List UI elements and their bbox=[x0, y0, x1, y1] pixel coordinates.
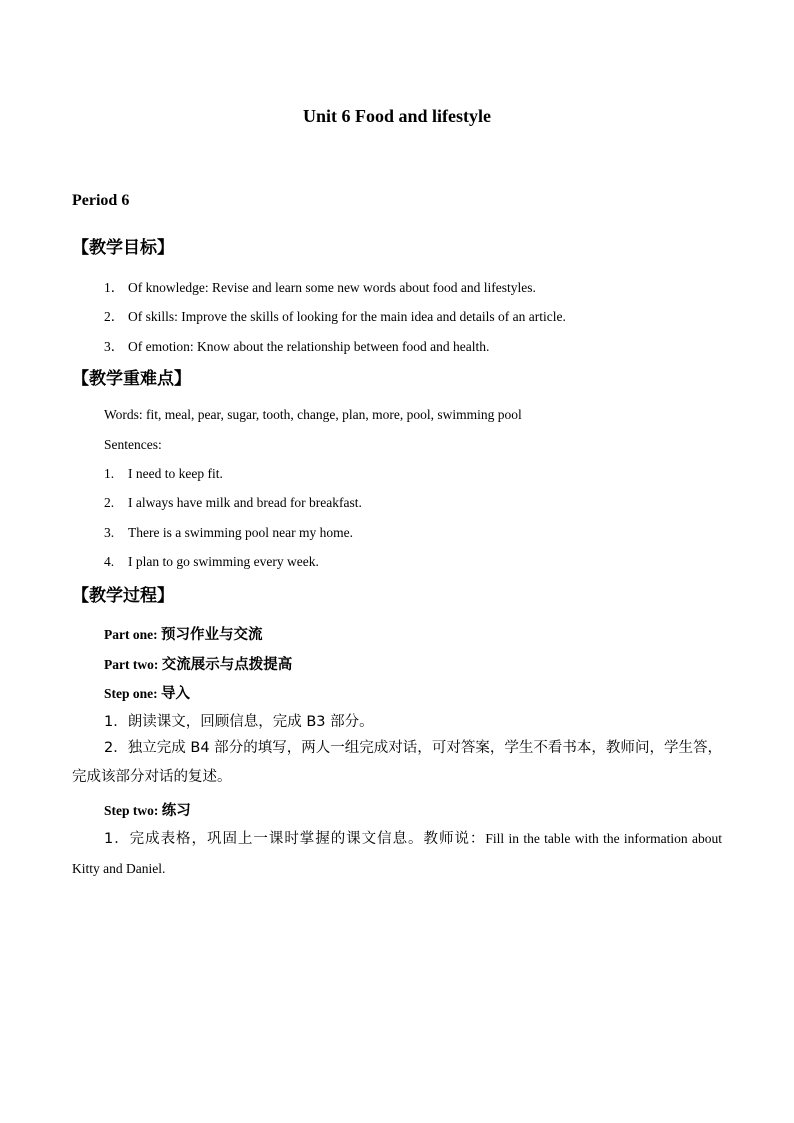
step-one-label: Step one: bbox=[104, 686, 158, 701]
objective-text: Of emotion: Know about the relationship between food and health. bbox=[128, 339, 490, 354]
objective-number: 1． bbox=[104, 280, 125, 295]
sentence-text: I need to keep fit. bbox=[128, 466, 223, 481]
step-two-paragraph-cn: 1．完成表格，巩固上一课时掌握的课文信息。教师说： bbox=[104, 831, 486, 847]
step-one-text: 导入 bbox=[161, 686, 190, 702]
heading-keypoints: 【教学重难点】 bbox=[72, 369, 191, 389]
part-two-label: Part two: bbox=[104, 657, 159, 672]
step-two-line bbox=[104, 799, 191, 820]
document-title: Unit 6 Food and lifestyle bbox=[302, 106, 491, 126]
step-two-text: 练习 bbox=[161, 803, 191, 819]
sentence-text: I always have milk and bread for breakfast. bbox=[128, 495, 362, 510]
objective-text: Of skills: Improve the skills of looking for the main idea and details of an article. bbox=[128, 309, 566, 324]
sentence-number: 1. bbox=[104, 466, 115, 481]
sentence-number: 2. bbox=[104, 495, 115, 510]
words-line: Words: fit, meal, pear, sugar, tooth, change, plan, more, pool, swimming pool bbox=[104, 407, 522, 422]
step-one-paragraph: 2．独立完成 B4 部分的填写，两人一组完成对话，可对答案，学生不看书本，教师问，学生答，完成该部分对话的复述。 bbox=[72, 740, 722, 785]
part-two-line bbox=[104, 653, 292, 674]
step-two-paragraph-en: Fill in the table with the information about Kitty and Daniel. bbox=[72, 831, 722, 876]
objective-number: 3． bbox=[104, 339, 125, 354]
step-one-item: 1．朗读课文，回顾信息，完成 B3 部分。 bbox=[104, 714, 374, 730]
sentence-text: There is a swimming pool near my home. bbox=[128, 525, 353, 540]
step-one-line bbox=[104, 682, 190, 703]
period-label: Period 6 bbox=[72, 192, 130, 209]
step-two-paragraph bbox=[72, 824, 722, 884]
part-two-text: 交流展示与点拨提高 bbox=[161, 657, 293, 673]
heading-process: 【教学过程】 bbox=[72, 586, 174, 606]
heading-objectives: 【教学目标】 bbox=[72, 238, 174, 258]
objective-item bbox=[104, 335, 489, 355]
sentence-item bbox=[104, 525, 353, 541]
objective-text: Of knowledge: Revise and learn some new words about food and lifestyles. bbox=[128, 280, 536, 295]
sentence-item bbox=[104, 554, 319, 570]
part-one-line bbox=[104, 623, 262, 644]
objective-item bbox=[104, 305, 566, 325]
objective-item bbox=[104, 276, 536, 296]
sentences-label: Sentences: bbox=[104, 437, 162, 452]
objective-number: 2． bbox=[104, 309, 125, 324]
sentence-item bbox=[104, 466, 223, 482]
part-one-text: 预习作业与交流 bbox=[160, 627, 263, 643]
sentence-number: 3. bbox=[104, 525, 115, 540]
part-one-label: Part one: bbox=[104, 627, 158, 642]
sentence-item bbox=[104, 495, 362, 511]
sentence-text: I plan to go swimming every week. bbox=[128, 554, 319, 569]
sentence-number: 4. bbox=[104, 554, 115, 569]
step-two-label: Step two: bbox=[104, 803, 159, 818]
